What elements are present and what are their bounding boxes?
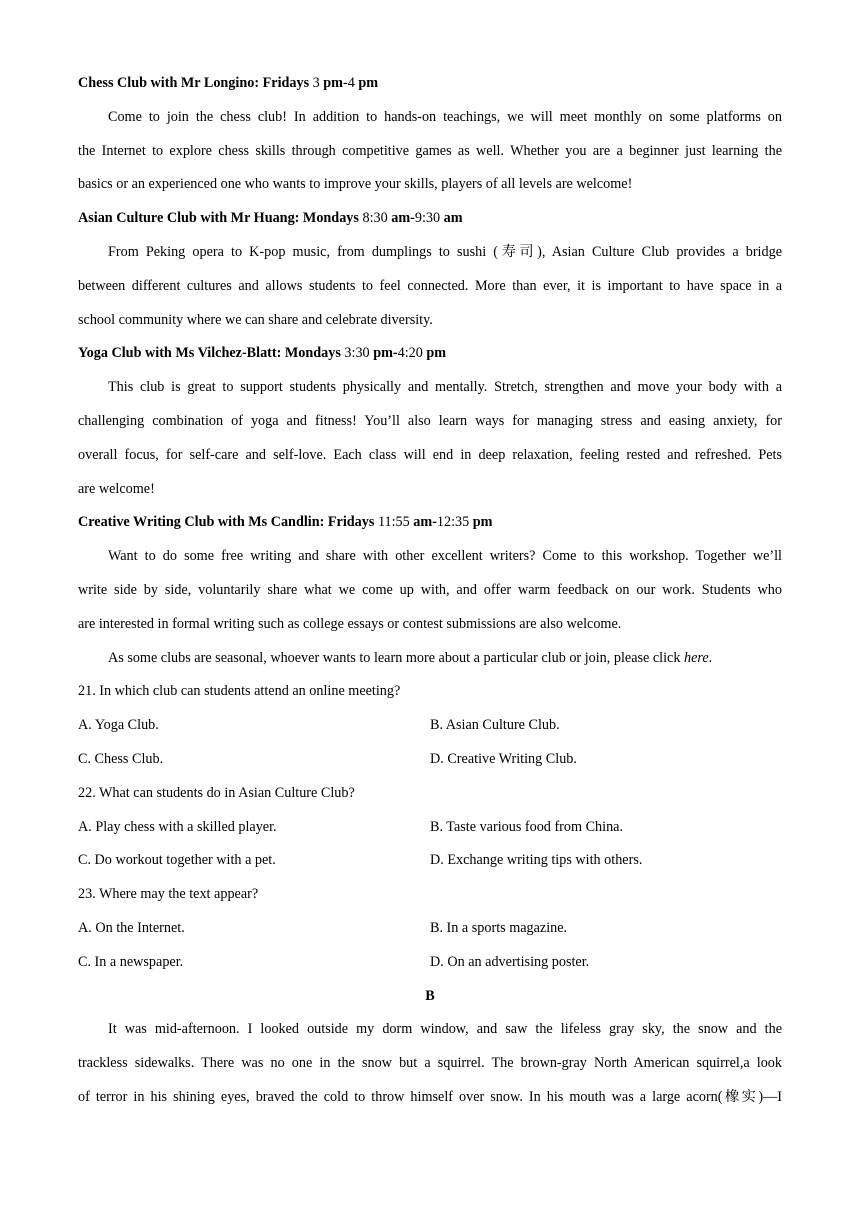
club-description-line: the Internet to explore chess skills through competitive games as well. Whether you are a beginner just learning the [78,142,782,159]
option-row [78,946,782,980]
option-a[interactable]: A. Play chess with a skilled player. [78,818,277,835]
option-d[interactable]: D. Exchange writing tips with others. [430,852,643,869]
club-description-line: school community where we can share and celebrate diversity. [78,311,433,328]
option-d[interactable]: D. On an advertising poster. [430,953,590,970]
option-b[interactable]: B. Taste various food from China. [430,818,624,835]
club-description-line: overall focus, for self-care and self-love. Each class will end in deep relaxation, feeling rested and refreshed. Pets [78,446,782,463]
club-description-line: This club is great to support students physically and mentally. Stretch, strengthen and move your body with a [108,379,782,396]
club-title: Yoga Club with Ms Vilchez-Blatt: Mondays [78,345,341,362]
club-description-line: are welcome! [78,480,155,497]
club-description-line: challenging combination of yoga and fitness! You’ll also learn ways for managing stress and easing anxiety, for [78,412,782,429]
section-title: B [425,987,435,1004]
club-description-line: Want to do some free writing and share with other excellent writers? Come to this workshop. Together we’ll [108,548,782,565]
club-title: Chess Club with Mr Longino: Fridays [78,75,310,91]
option-row [78,709,782,743]
club-description-line: basics or an experienced one who wants to improve your skills, players of all levels are welcome! [78,176,633,193]
closing-paragraph: As some clubs are seasonal, whoever wants to learn more about a particular club or join, please click here. [108,649,713,666]
option-row [78,844,782,878]
club-description-line: are interested in formal writing such as college essays or contest submissions are also welcome. [78,615,622,632]
question-text: 23. Where may the text appear? [78,886,259,903]
passage-line: trackless sidewalks. There was no one in the snow but a squirrel. The brown-gray North American squirrel,a look [78,1055,782,1072]
option-a[interactable]: A. On the Internet. [78,919,185,936]
club-description-line: between different cultures and allows students to feel connected. More than ever, it is important to have space in a [78,277,782,294]
option-b[interactable]: B. In a sports magazine. [430,919,568,936]
option-a[interactable]: A. Yoga Club. [78,717,159,734]
club-heading: Chess Club with Mr Longino: Fridays 3 pm-4 pm [78,75,379,91]
club-heading: Asian Culture Club with Mr Huang: Mondays 8:30 am-9:30 am [78,210,463,227]
club-title: Asian Culture Club with Mr Huang: Mondays [78,210,359,227]
option-c[interactable]: C. Chess Club. [78,750,164,767]
club-title: Creative Writing Club with Ms Candlin: Fridays [78,514,375,531]
option-c[interactable]: C. In a newspaper. [78,953,184,970]
club-description-line: write side by side, voluntarily share what we come up with, and offer warm feedback on our work. Students who [78,581,782,598]
option-row [78,743,782,777]
option-row [78,811,782,845]
document-page [78,67,782,1115]
club-description-line: From Peking opera to K-pop music, from dumplings to sushi (寿司), Asian Culture Club provides a bridge [108,243,782,260]
club-description-line: Come to join the chess club! In addition to hands-on teachings, we will meet monthly on some platforms on [108,108,782,125]
option-c[interactable]: C. Do workout together with a pet. [78,852,276,869]
passage-line: It was mid-afternoon. I looked outside my dorm window, and saw the lifeless gray sky, the snow and the [108,1021,782,1038]
club-heading: Yoga Club with Ms Vilchez-Blatt: Mondays 3:30 pm-4:20 pm [78,345,447,362]
option-row [78,912,782,946]
question-text: 21. In which club can students attend an online meeting? [78,683,401,700]
option-b[interactable]: B. Asian Culture Club. [430,717,560,734]
passage-line: of terror in his shining eyes, braved the cold to throw himself over snow. In his mouth was a large acorn(橡实)—I [78,1088,782,1105]
question-text: 22. What can students do in Asian Culture Club? [78,784,355,801]
here-link[interactable]: here [683,649,709,666]
option-d[interactable]: D. Creative Writing Club. [430,750,577,767]
club-heading: Creative Writing Club with Ms Candlin: Fridays 11:55 am-12:35 pm [78,514,493,531]
